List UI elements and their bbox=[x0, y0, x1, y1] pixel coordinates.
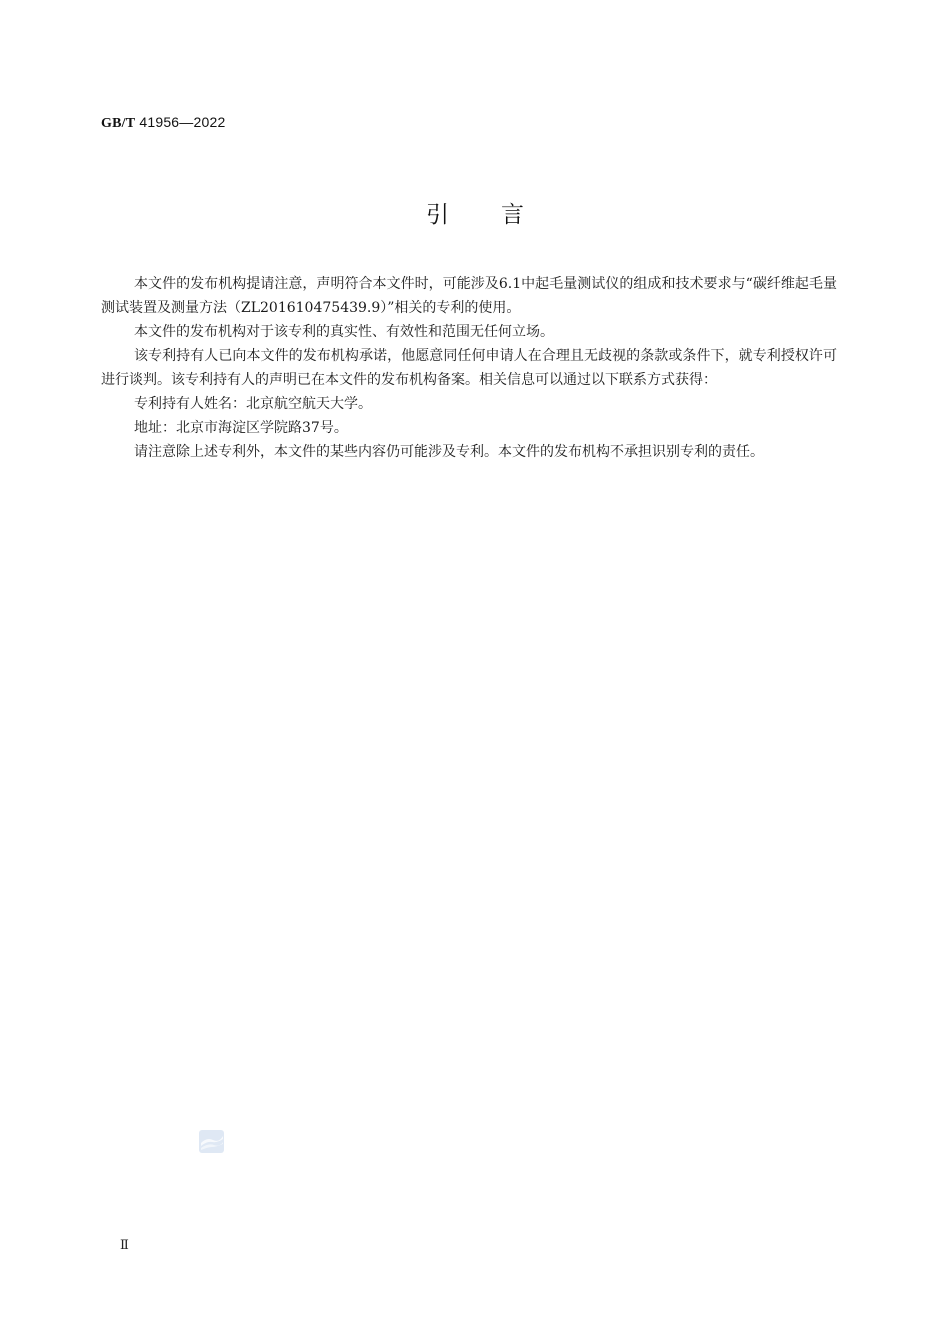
paragraph-other-patents: 请注意除上述专利外，本文件的某些内容仍可能涉及专利。本文件的发布机构不承担识别专利的责任。 bbox=[134, 444, 764, 460]
paragraph-no-position: 本文件的发布机构对于该专利的真实性、有效性和范围无任何立场。 bbox=[134, 324, 554, 340]
paragraph-patent-commitment: 该专利持有人已向本文件的发布机构承诺，他愿意同任何申请人在合理且无歧视的条款或条件下，就专利授权许可进行谈判。该专利持有人的声明已在本文件的发布机构备案。相关信息可以通过以下联系方式获得： bbox=[101, 348, 837, 388]
paragraph-patent-holder-address: 地址：北京市海淀区学院路37号。 bbox=[134, 420, 348, 436]
sac-logo-icon bbox=[199, 1130, 224, 1153]
section-title: 引言 bbox=[426, 202, 576, 228]
sac-logo-shape bbox=[199, 1130, 224, 1153]
page-number: Ⅱ bbox=[120, 1238, 129, 1253]
document-code bbox=[101, 114, 225, 132]
document-code-prefix: GB/T bbox=[101, 116, 136, 131]
paragraph-patent-holder-name: 专利持有人姓名：北京航空航天大学。 bbox=[134, 396, 372, 412]
document-code-number: 41956—2022 bbox=[135, 114, 226, 130]
paragraph-patent-notice: 本文件的发布机构提请注意，声明符合本文件时，可能涉及6.1中起毛量测试仪的组成和技术要求与“碳纤维起毛量测试装置及测量方法（ZL201610475439.9）”相关的专利的使用。 bbox=[101, 276, 837, 316]
document-body bbox=[101, 272, 837, 464]
